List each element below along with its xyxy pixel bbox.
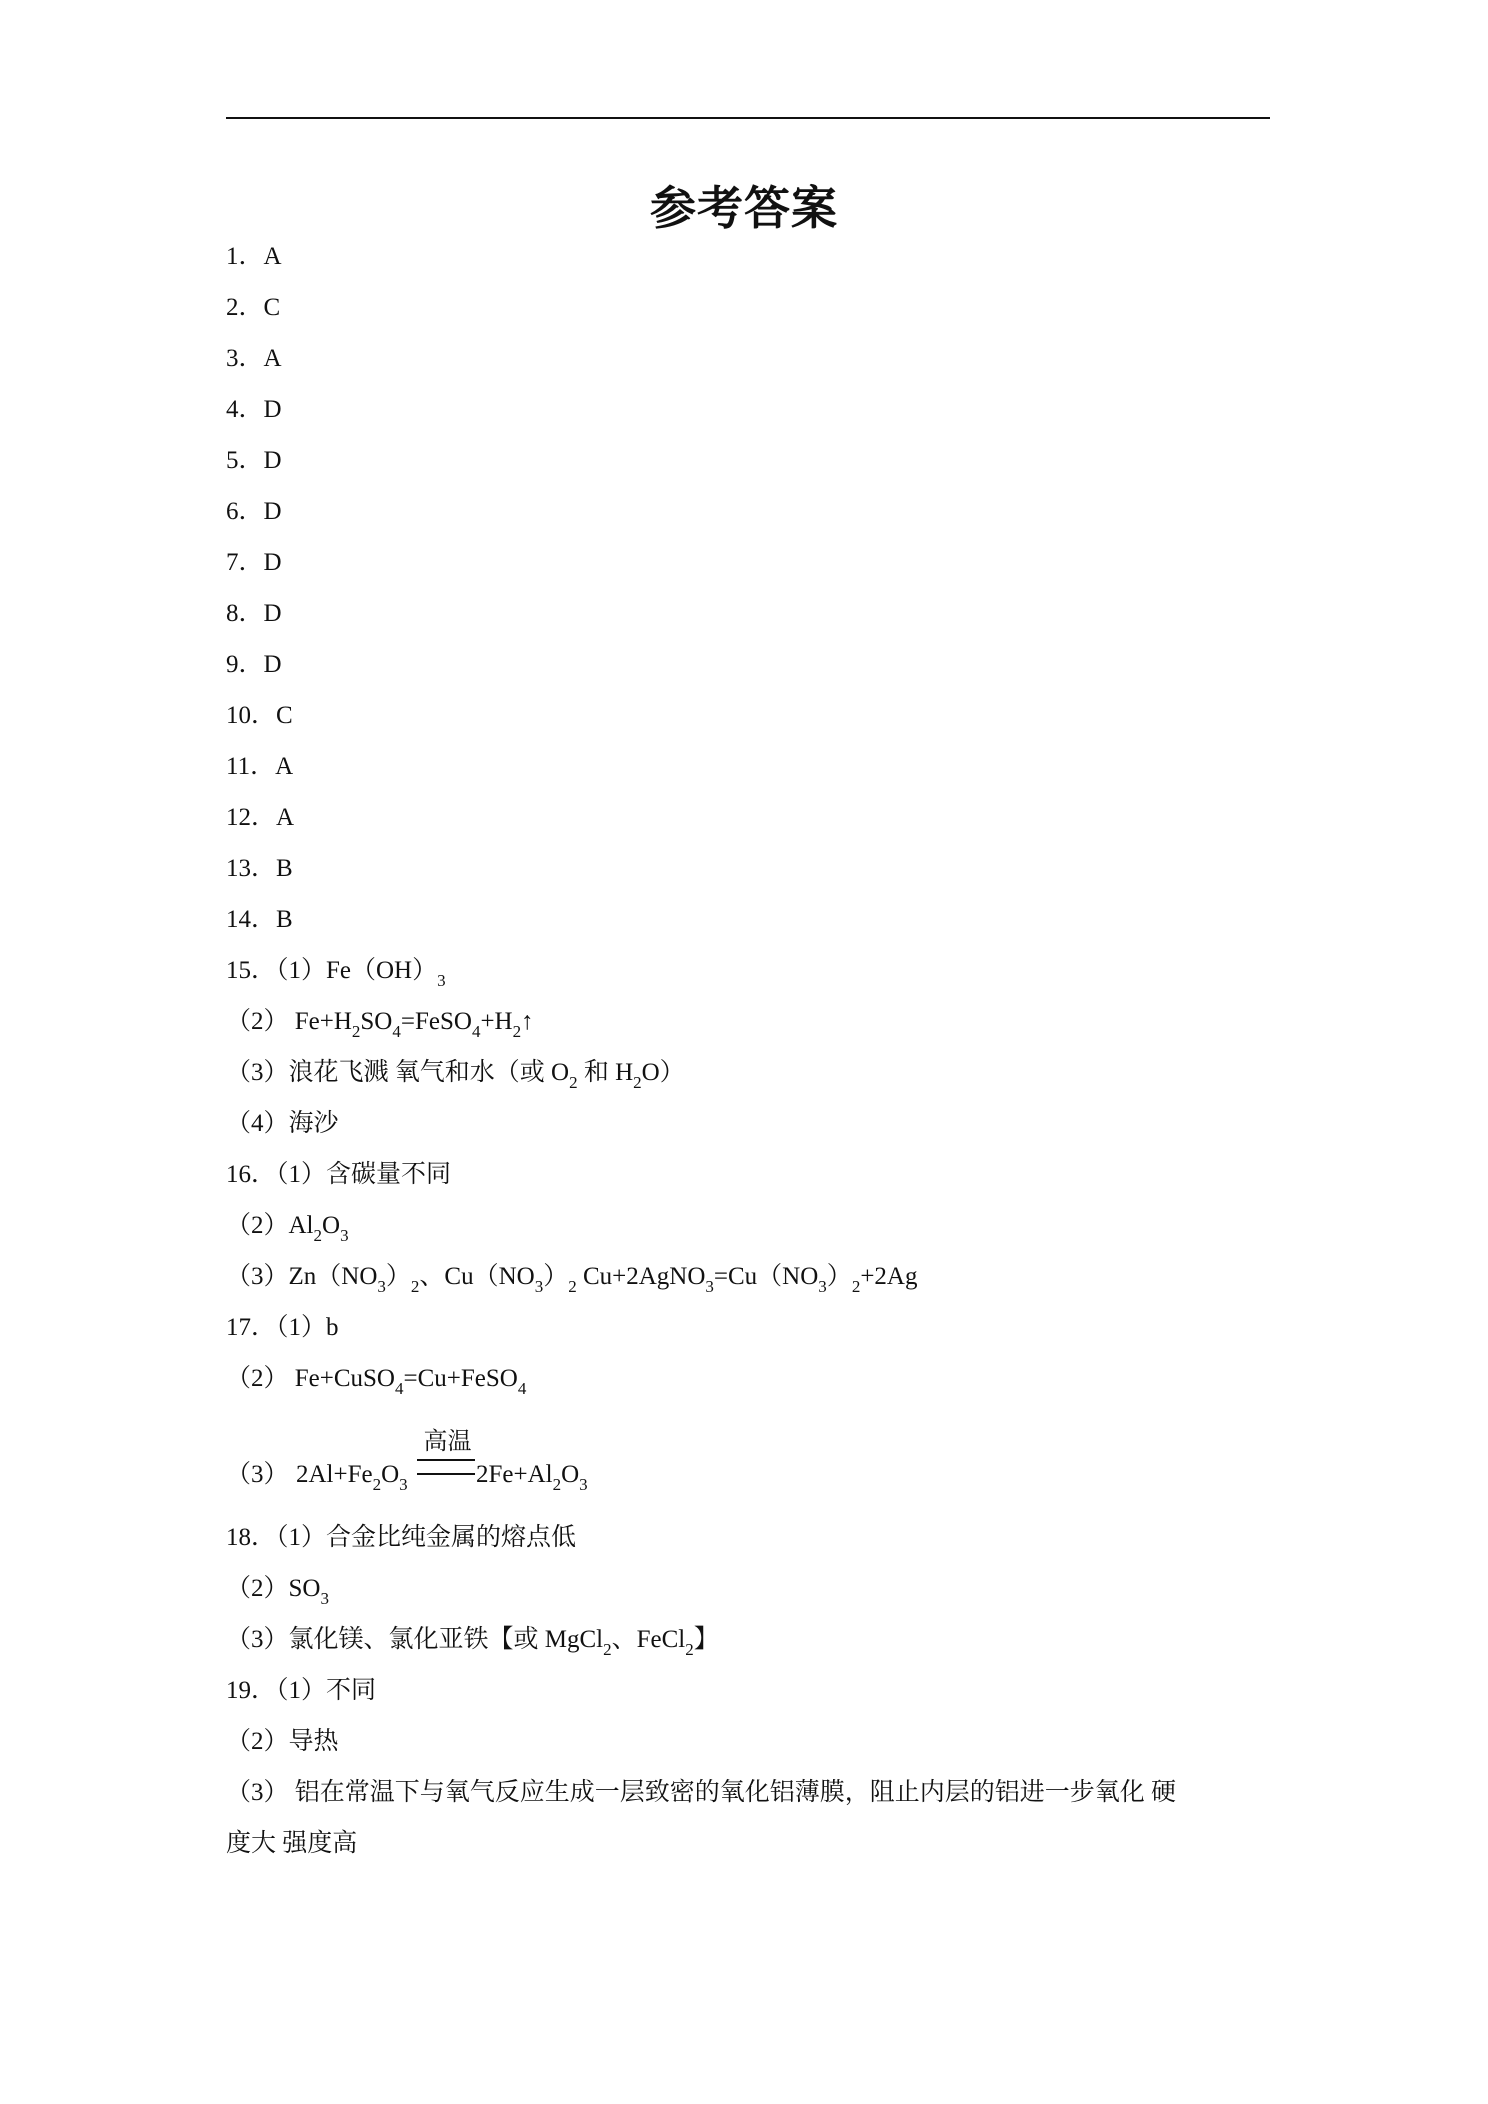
line-text: 14．B (226, 906, 293, 933)
subscript-text: 3 (377, 1277, 386, 1296)
line-text: ） (543, 1263, 569, 1290)
subscript-text: 3 (705, 1277, 714, 1296)
line-text: 2Fe+Al (476, 1461, 553, 1488)
reaction-condition: 高温 (423, 1429, 472, 1455)
answer-line (226, 444, 282, 478)
line-text: 、FeCl (611, 1626, 686, 1653)
line-text: =Cu（NO (713, 1263, 819, 1290)
line-text: =FeSO (400, 1008, 472, 1035)
line-text: 8．D (226, 600, 282, 627)
answer-line (226, 291, 280, 325)
subscript-text: 2 (633, 1073, 642, 1092)
line-text: 15．（1）Fe（OH） (226, 957, 438, 984)
answer-line (226, 1005, 534, 1039)
line-text: 、Cu（NO (419, 1263, 535, 1290)
line-text: （2）SO (226, 1575, 321, 1602)
subscript-text: 3 (320, 1589, 329, 1608)
answer-line (226, 393, 282, 427)
line-text: （3） 铝在常温下与氧气反应生成一层致密的氧化铝薄膜，阻止内层的铝进一步氧化 硬 (226, 1779, 1177, 1806)
line-text: 】 (693, 1626, 719, 1653)
line-text: 12．A (226, 804, 295, 831)
reaction-prefix: （3） (226, 1461, 289, 1488)
line-text: 10．C (226, 702, 293, 729)
line-text: 和 H (577, 1059, 634, 1086)
line-text: 13．B (226, 855, 293, 882)
subscript-text: 4 (471, 1022, 481, 1041)
subscript-text: 3 (437, 971, 446, 990)
subscript-text: 4 (392, 1022, 401, 1041)
answer-line (226, 1107, 339, 1141)
line-text: ） (385, 1263, 411, 1290)
answer-line (226, 1311, 339, 1345)
line-text: 2Al+Fe (296, 1461, 373, 1488)
subscript-text: 3 (534, 1277, 544, 1296)
subscript-text: 3 (579, 1475, 588, 1494)
line-text: 2．C (226, 294, 281, 321)
answer-line (226, 240, 282, 274)
line-text: 5．D (226, 447, 282, 474)
line-text: 9．D (226, 651, 282, 678)
answer-line (226, 1209, 349, 1243)
answer-line (226, 1158, 451, 1192)
subscript-text: 2 (569, 1073, 578, 1092)
line-text: =Cu+FeSO (403, 1365, 518, 1392)
subscript-text: 3 (340, 1226, 349, 1245)
subscript-text: 2 (410, 1277, 420, 1296)
subscript-text: 2 (372, 1475, 382, 1494)
line-text: +2Ag (860, 1263, 918, 1290)
subscript-text: 4 (517, 1379, 527, 1398)
line-text: 度大 强度高 (226, 1830, 358, 1857)
subscript-text: 2 (351, 1022, 361, 1041)
answer-line (226, 648, 282, 682)
answer-line (226, 597, 282, 631)
answer-line (226, 1776, 1176, 1810)
line-text: O (561, 1461, 580, 1488)
subscript-text: 2 (512, 1022, 522, 1041)
line-text: 1．A (226, 243, 282, 270)
answer-line (226, 954, 446, 988)
answer-line (226, 801, 294, 835)
line-text: O (322, 1212, 341, 1239)
reaction-reactants (296, 1458, 408, 1492)
line-text: ） (826, 1263, 852, 1290)
reaction-double-line (417, 1459, 475, 1475)
answer-line (226, 852, 293, 886)
thermite-reaction (226, 1428, 726, 1500)
answer-line (226, 1260, 917, 1294)
subscript-text: 3 (399, 1475, 408, 1494)
line-text: O） (641, 1059, 685, 1086)
line-text: 6．D (226, 498, 282, 525)
answer-line (226, 699, 293, 733)
line-text: 7．D (226, 549, 282, 576)
line-text: ↑ (521, 1008, 534, 1035)
line-text: 16．（1）含碳量不同 (226, 1161, 452, 1188)
line-text: （3）Zn（NO (226, 1263, 378, 1290)
line-text: 18．（1）合金比纯金属的熔点低 (226, 1524, 577, 1551)
answer-line (226, 495, 282, 529)
line-text: （2）Al (226, 1212, 314, 1239)
subscript-text: 4 (394, 1379, 404, 1398)
subscript-text: 3 (818, 1277, 827, 1296)
answer-line (226, 1572, 329, 1606)
line-text: （3）浪花飞溅 氧气和水（或 O (226, 1059, 570, 1086)
line-text: 3．A (226, 345, 282, 372)
answer-line (226, 903, 293, 937)
answer-line (226, 750, 293, 784)
line-text: （2） Fe+H (226, 1008, 352, 1035)
line-text: +H (480, 1008, 513, 1035)
line-text: 4．D (226, 396, 282, 423)
answer-line (226, 1362, 526, 1396)
subscript-text: 2 (568, 1277, 577, 1296)
line-text: SO (360, 1008, 393, 1035)
answer-line (226, 1674, 376, 1708)
line-text: 19．（1）不同 (226, 1677, 377, 1704)
answer-line (226, 546, 282, 580)
line-text: （3）氯化镁、氯化亚铁【或 MgCl (226, 1626, 604, 1653)
subscript-text: 2 (685, 1640, 694, 1659)
page-title: 参考答案 (650, 181, 838, 235)
line-text: O (381, 1461, 400, 1488)
answer-line (226, 342, 282, 376)
line-text: Cu+2AgNO (576, 1263, 706, 1290)
answer-line (226, 1056, 685, 1090)
subscript-text: 2 (552, 1475, 562, 1494)
answer-line (226, 1725, 339, 1759)
subscript-text: 2 (603, 1640, 612, 1659)
answer-line (226, 1521, 576, 1555)
answer-line (226, 1623, 719, 1657)
line-text: （2） Fe+CuSO (226, 1365, 395, 1392)
reaction-products (476, 1458, 588, 1492)
subscript-text: 2 (851, 1277, 861, 1296)
line-text: （2）导热 (226, 1728, 339, 1755)
header-rule (226, 117, 1270, 119)
answer-line (226, 1827, 357, 1861)
line-text: 17．（1）b (226, 1314, 339, 1341)
subscript-text: 2 (313, 1226, 323, 1245)
line-text: （4）海沙 (226, 1110, 339, 1137)
line-text: 11．A (226, 753, 294, 780)
